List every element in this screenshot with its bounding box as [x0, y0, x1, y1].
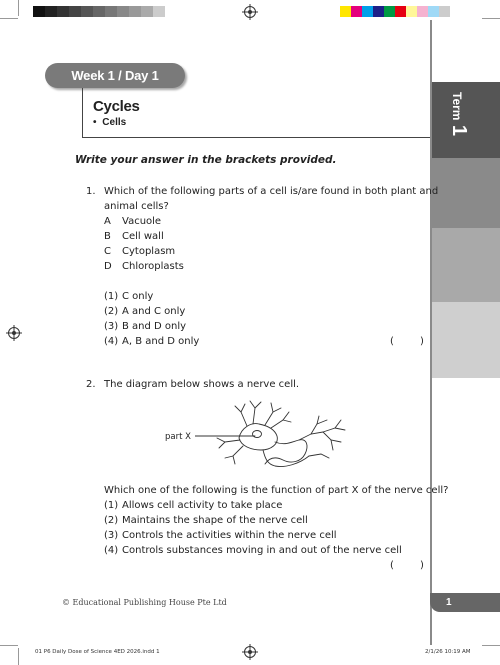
crop-mark — [482, 18, 500, 19]
q2-number: 2. — [86, 379, 96, 390]
crop-mark — [0, 645, 18, 646]
q1-choice-num: (3) — [104, 321, 119, 332]
page-number: 1 — [446, 597, 452, 608]
q1-stem-line2: animal cells? — [104, 201, 169, 212]
q1-choice-text: C only — [122, 291, 154, 302]
q1-option-text: Cell wall — [122, 231, 164, 242]
q2-choice-num: (2) — [104, 515, 119, 526]
diagram-label-part-x: part X — [165, 432, 191, 442]
file-slug-right: 2/1/26 10:19 AM — [425, 649, 471, 655]
bullet: • — [93, 117, 97, 128]
q1-choice-num: (1) — [104, 291, 119, 302]
week-day-pill — [45, 63, 185, 88]
q1-choice-text: A and C only — [122, 306, 186, 317]
crop-mark — [18, 0, 19, 16]
q1-number: 1. — [86, 186, 96, 197]
week-label: Week 1 / Day 1 — [71, 68, 159, 83]
term-tab — [431, 82, 500, 158]
instruction-text: Write your answer in the brackets provided. — [75, 154, 337, 166]
nerve-cell-diagram — [195, 398, 365, 470]
q1-choice-text: A, B and D only — [122, 336, 200, 347]
q2-answer-bracket-open[interactable]: ( — [390, 560, 394, 571]
q2-choice-text: Controls the activities within the nerve cell — [122, 530, 337, 541]
copyright-text: © Educational Publishing House Pte Ltd — [62, 598, 227, 607]
topic-title: Cycles — [93, 98, 140, 115]
page-number-tab — [430, 593, 500, 612]
q2-choice-text: Allows cell activity to take place — [122, 500, 283, 511]
registration-mark-left-icon — [8, 327, 20, 339]
side-tab-2 — [431, 158, 500, 228]
q1-option-letter: B — [104, 231, 111, 242]
crop-mark — [18, 648, 19, 665]
term-word: Term — [450, 92, 464, 121]
file-slug-left: 01 P6 Daily Dose of Science 4ED 2026.indd 1 — [35, 649, 160, 655]
q2-choice-num: (1) — [104, 500, 119, 511]
crop-mark — [0, 18, 18, 19]
crop-mark — [482, 645, 500, 646]
q1-choice-num: (2) — [104, 306, 119, 317]
term-number: 1 — [448, 124, 470, 137]
registration-mark-bottom-icon — [244, 646, 256, 658]
q1-option-letter: C — [104, 246, 111, 257]
page-edge-line — [430, 20, 432, 645]
q1-answer-bracket-close[interactable]: ) — [420, 336, 424, 347]
q2-choice-num: (3) — [104, 530, 119, 541]
q2-stem: The diagram below shows a nerve cell. — [104, 379, 300, 390]
side-tab-4 — [431, 302, 500, 378]
q2-choice-num: (4) — [104, 545, 119, 556]
q1-option-text: Cytoplasm — [122, 246, 176, 257]
topic-subtitle — [93, 117, 126, 128]
q1-stem-line1: Which of the following parts of a cell is/are found in both plant and — [104, 186, 439, 197]
q1-choice-num: (4) — [104, 336, 119, 347]
topic-sub-text: Cells — [102, 117, 127, 128]
q1-option-text: Chloroplasts — [122, 261, 184, 272]
color-bar-strip — [340, 6, 450, 17]
q1-option-text: Vacuole — [122, 216, 162, 227]
q1-answer-bracket-open[interactable]: ( — [390, 336, 394, 347]
gray-bar-strip — [33, 6, 165, 17]
registration-mark-top-icon — [244, 6, 256, 18]
q2-question: Which one of the following is the function of part X of the nerve cell? — [104, 485, 449, 496]
q1-option-letter: D — [104, 261, 112, 272]
q2-choice-text: Controls substances moving in and out of the nerve cell — [122, 545, 402, 556]
q2-choice-text: Maintains the shape of the nerve cell — [122, 515, 308, 526]
q1-option-letter: A — [104, 216, 111, 227]
q2-answer-bracket-close[interactable]: ) — [420, 560, 424, 571]
term-label — [447, 92, 470, 136]
side-tab-3 — [431, 228, 500, 302]
q1-choice-text: B and D only — [122, 321, 187, 332]
